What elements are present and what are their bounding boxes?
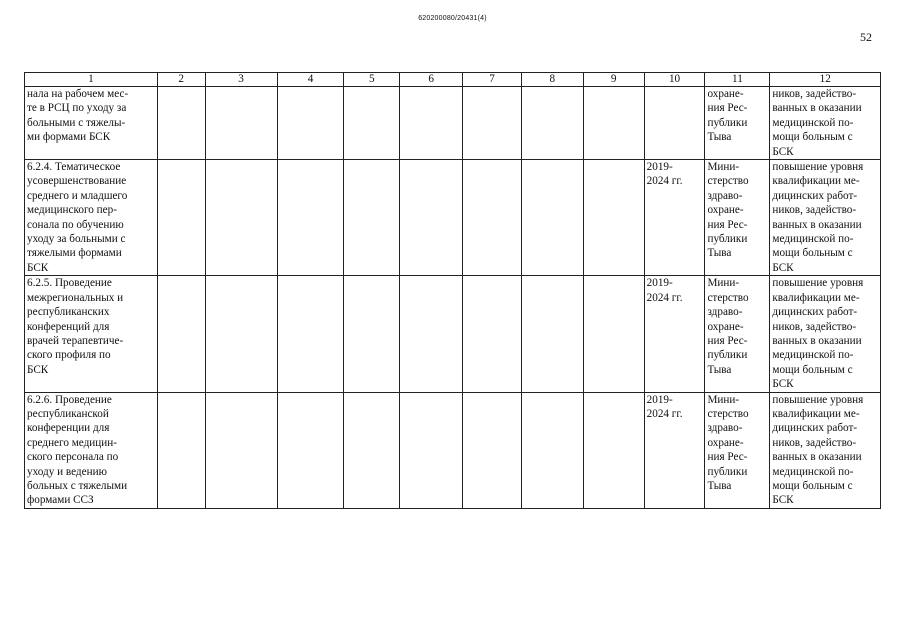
column-header: 9 — [583, 73, 644, 87]
column-header: 4 — [277, 73, 344, 87]
result-cell: повышение уровня квалификации ме- дицинских работ- ников, задейство- ванных в оказании медицинской по- мощи больным с БСК — [770, 392, 881, 508]
result-cell: ников, задейство- ванных в оказании медицинской по- мощи больным с БСК — [770, 87, 881, 160]
result-cell: повышение уровня квалификации ме- дицинских работ- ников, задейство- ванных в оказании медицинской по- мощи больным с БСК — [770, 276, 881, 392]
column-header: 6 — [400, 73, 463, 87]
table-row — [25, 87, 881, 160]
responsible-cell: Мини- стерство здраво- охране- ния Рес- публики Тыва — [705, 392, 770, 508]
table-row — [25, 392, 881, 508]
period-cell: 2019- 2024 гг. — [644, 160, 705, 276]
responsible-cell: Мини- стерство здраво- охране- ния Рес- публики Тыва — [705, 276, 770, 392]
result-cell: повышение уровня квалификации ме- дицинских работ- ников, задейство- ванных в оказании медицинской по- мощи больным с БСК — [770, 160, 881, 276]
column-header: 1 — [25, 73, 158, 87]
page-number: 52 — [860, 30, 872, 44]
column-header: 10 — [644, 73, 705, 87]
column-header: 3 — [205, 73, 277, 87]
document-id: 620200080/20431(4) — [418, 15, 487, 22]
responsible-cell: Мини- стерство здраво- охране- ния Рес- публики Тыва — [705, 160, 770, 276]
column-header: 7 — [463, 73, 522, 87]
activity-cell: 6.2.5. Проведение межрегиональных и республиканских конференций для врачей терапевтиче- ского профиля по БСК — [25, 276, 158, 392]
column-number-row — [25, 73, 881, 87]
responsible-cell: охране- ния Рес- публики Тыва — [705, 87, 770, 160]
activity-cell: 6.2.4. Тематическое усовершенствование среднего и младшего медицинского пер- сонала по обучению уходу за больными с тяжелыми формами БСК — [25, 160, 158, 276]
period-cell: 2019- 2024 гг. — [644, 392, 705, 508]
column-header: 5 — [344, 73, 400, 87]
column-header: 2 — [157, 73, 205, 87]
table-row — [25, 160, 881, 276]
action-plan-table — [24, 72, 881, 509]
column-header: 12 — [770, 73, 881, 87]
activity-cell: нала на рабочем мес- те в РСЦ по уходу за больными с тяжелы- ми формами БСК — [25, 87, 158, 160]
period-cell: 2019- 2024 гг. — [644, 276, 705, 392]
activity-cell: 6.2.6. Проведение республиканской конференции для среднего медицин- ского персонала по уходу и ведению больных с тяжелыми формами ССЗ — [25, 392, 158, 508]
column-header: 11 — [705, 73, 770, 87]
period-cell — [644, 87, 705, 160]
table-row — [25, 276, 881, 392]
column-header: 8 — [521, 73, 583, 87]
